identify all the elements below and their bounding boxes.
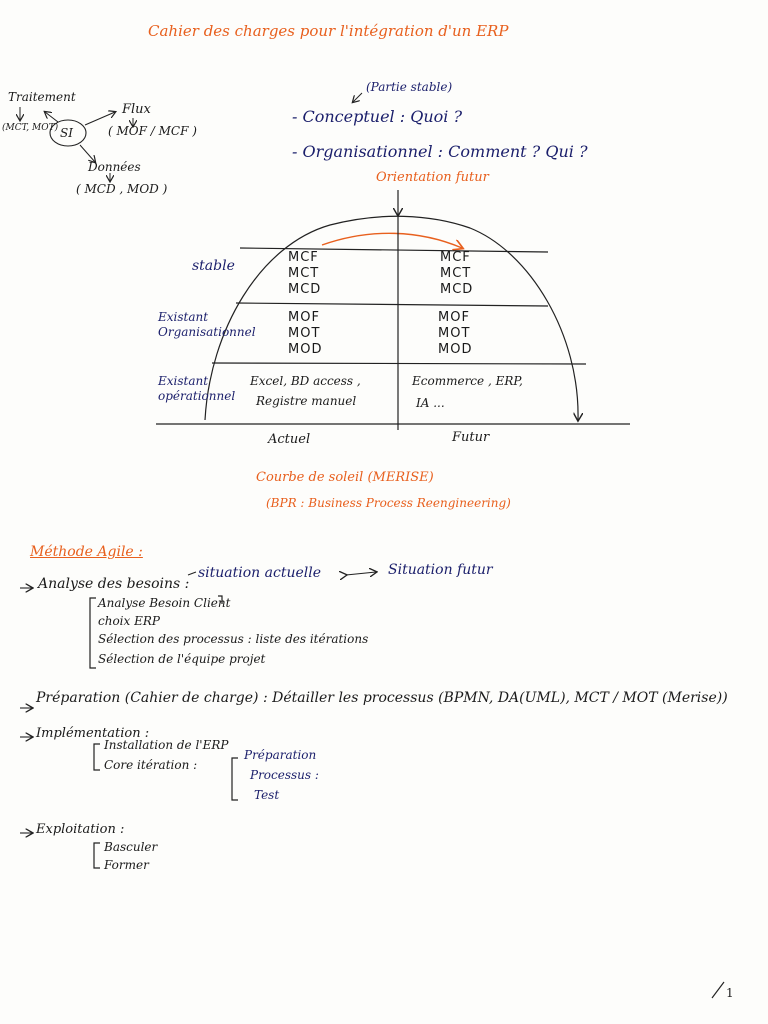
- row-line-2: [236, 303, 548, 306]
- situation-actuelle: situation actuelle: [198, 565, 322, 581]
- bracket-exploitation: [94, 843, 100, 868]
- bpr-caption: (BPR : Business Process Reengineering): [266, 496, 511, 510]
- cell-actuel-mod: MOD: [288, 342, 323, 357]
- analyse-item-2: choix ERP: [98, 614, 160, 628]
- cell-futur-mot: MOT: [438, 326, 471, 341]
- axis-futur: Futur: [452, 430, 490, 445]
- bracket-analyse: [90, 598, 96, 668]
- cell-futur-ia: IA ...: [416, 396, 445, 410]
- cell-futur-mcd: MCD: [440, 282, 474, 297]
- row-line-3: [212, 363, 586, 364]
- cell-futur-mcf: MCF: [440, 250, 471, 265]
- double-arrow: [346, 572, 376, 575]
- cell-actuel-mcf: MCF: [288, 250, 319, 265]
- donnees-sub: ( MCD , MOD ): [76, 182, 168, 196]
- cell-futur-ecommerce: Ecommerce , ERP,: [412, 374, 523, 388]
- partie-stable: (Partie stable): [366, 80, 453, 94]
- cell-futur-mod: MOD: [438, 342, 473, 357]
- futur-arrow: [322, 233, 462, 248]
- cell-actuel-mct: MCT: [288, 266, 320, 281]
- exploitation-heading: Exploitation :: [36, 822, 125, 837]
- flux-sub: ( MOF / MCF ): [108, 124, 197, 138]
- traitement-sub: (MCT, MOT): [2, 123, 59, 133]
- bracket-core: [232, 758, 238, 800]
- arrow-partie-stable: [353, 93, 362, 102]
- agile-heading: Méthode Agile :: [30, 544, 143, 560]
- row-label-operationnel: Existant opérationnel: [158, 374, 236, 403]
- organisationnel-line: - Organisationnel : Comment ? Qui ?: [292, 142, 588, 161]
- orientation-futur: Orientation futur: [376, 170, 489, 185]
- analyse-item-4: Sélection de l'équipe projet: [98, 652, 266, 666]
- page-number: 1: [726, 986, 734, 1000]
- core-item-processus: Processus :: [250, 768, 319, 782]
- core-item-test: Test: [254, 788, 280, 802]
- situation-futur: Situation futur: [388, 562, 493, 578]
- sun-curve: [205, 216, 578, 420]
- arrow-si-traitement: [45, 112, 58, 122]
- cell-futur-mof: MOF: [438, 310, 470, 325]
- row-line-1: [240, 248, 548, 252]
- flux-label: Flux: [122, 102, 151, 117]
- exploitation-item-former: Former: [104, 858, 149, 872]
- cell-actuel-mof: MOF: [288, 310, 320, 325]
- preparation-line: Préparation (Cahier de charge) : Détailler les processus (BPMN, DA(UML), MCT / MOT (Merise)): [36, 690, 728, 706]
- core-iteration: Core itération :: [104, 758, 198, 772]
- core-item-preparation: Préparation: [244, 748, 317, 762]
- cell-actuel-registre: Registre manuel: [256, 394, 357, 408]
- row-label-stable: stable: [192, 258, 235, 274]
- conceptuel-line: - Conceptuel : Quoi ?: [292, 107, 463, 126]
- cell-actuel-mot: MOT: [288, 326, 321, 341]
- cell-actuel-excel: Excel, BD access ,: [250, 374, 361, 388]
- organisationnel-text: Organisationnel : Comment ? Qui ?: [302, 142, 588, 161]
- analyse-item-1: Analyse Besoin Client: [98, 596, 231, 610]
- exploitation-item-basculer: Basculer: [104, 840, 158, 854]
- analyse-besoins: Analyse des besoins :: [38, 576, 190, 592]
- axis-actuel: Actuel: [268, 432, 311, 447]
- implementation-heading: Implémentation :: [36, 726, 150, 741]
- row-label-organisationnel: Existant Organisationnel: [158, 310, 256, 339]
- cell-actuel-mcd: MCD: [288, 282, 322, 297]
- traitement-label: Traitement: [8, 90, 76, 104]
- donnees-label: Données: [88, 160, 141, 174]
- si-label: SI: [60, 126, 73, 140]
- analyse-item-3: Sélection des processus : liste des itérations: [98, 632, 369, 646]
- soleil-caption: Courbe de soleil (MERISE): [256, 470, 434, 485]
- bracket-implementation: [94, 744, 100, 770]
- installation-erp: Installation de l'ERP: [104, 738, 229, 752]
- cell-futur-mct: MCT: [440, 266, 472, 281]
- page-title: Cahier des charges pour l'intégration d'un ERP: [148, 22, 509, 40]
- conceptuel-text: Conceptuel : Quoi ?: [302, 107, 463, 126]
